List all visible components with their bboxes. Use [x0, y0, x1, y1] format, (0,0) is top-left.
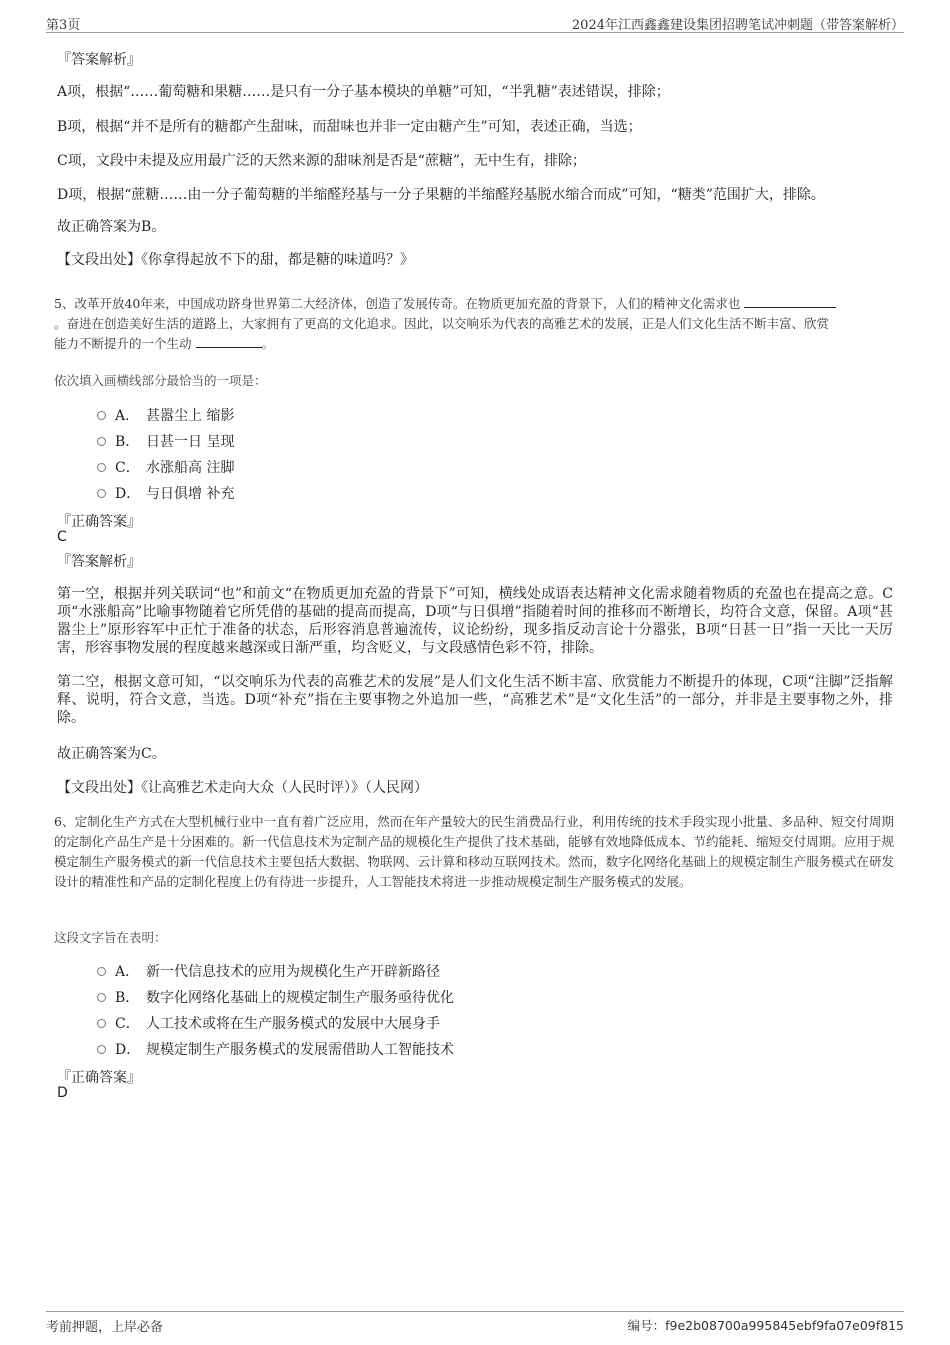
- analysis-paragraph-2: 第二空，根据文意可知，“以交响乐为代表的高雅艺术的发展”是人们文化生活不断丰富、欣赏能力不断提升的体现，C项“注脚”泛指解释、说明，符合文意，当选。D项“补充”指在主要事物之外追加一些，“高雅艺术”是“文化生活”的一部分，并非是主要事物之外，排除。: [57, 674, 893, 726]
- blank-1: [744, 295, 836, 308]
- page-header: [46, 10, 904, 33]
- option-a[interactable]: [97, 405, 234, 425]
- option-text: 甚嚣尘上 缩影: [146, 408, 235, 424]
- option-a[interactable]: [97, 961, 440, 981]
- option-letter: D．: [115, 1042, 141, 1058]
- option-c[interactable]: [97, 1013, 440, 1033]
- radio-icon[interactable]: [97, 993, 106, 1002]
- blank-2: [196, 335, 262, 348]
- document-title: 2024年江西鑫鑫建设集团招聘笔试冲刺题（带答案解析）: [571, 18, 904, 33]
- option-letter: D．: [115, 486, 141, 502]
- analysis-line-b: B项，根据“并不是所有的糖都产生甜味，而甜味也并非一定由糖产生”可知，表述正确，当选；: [57, 119, 642, 135]
- correct-answer: C: [57, 529, 67, 545]
- analysis-line-c: C项，文段中未提及应用最广泛的天然来源的甜味剂是否是“蔗糖”，无中生有，排除；: [57, 153, 587, 169]
- option-c[interactable]: [97, 457, 234, 477]
- option-letter: A．: [115, 408, 140, 424]
- code-value: f9e2b08700a995845ebf9fa07e09f815: [665, 1318, 904, 1333]
- radio-icon[interactable]: [97, 437, 106, 446]
- option-text: 与日俱增 补充: [146, 486, 235, 502]
- question-5-stem: [54, 294, 894, 354]
- correct-answer: D: [57, 1085, 68, 1101]
- option-letter: A．: [115, 964, 140, 980]
- option-letter: B．: [115, 434, 140, 450]
- stem-text: 5、改革开放40年来，中国成功跻身世界第二大经济体，创造了发展传奇。在物质更加充盈的背景下，人们的精神文化需求也: [54, 296, 741, 311]
- option-text: 新一代信息技术的应用为规模化生产开辟新路径: [146, 964, 440, 980]
- analysis-line-a: A项，根据“……葡萄糖和果糖……是只有一分子基本模块的单糖”可知，“半乳糖”表述错误，排除；: [57, 84, 670, 100]
- option-letter: C．: [115, 1016, 140, 1032]
- stem-text: 。: [261, 336, 275, 351]
- option-b[interactable]: [97, 431, 234, 451]
- radio-icon[interactable]: [97, 463, 106, 472]
- analysis-label: 『答案解析』: [57, 554, 141, 570]
- code-label: 编号：: [627, 1318, 666, 1333]
- correct-answer-label: 『正确答案』: [57, 1070, 141, 1086]
- stem-text: 能力不断提升的一个生动: [54, 336, 192, 351]
- option-text: 规模定制生产服务模式的发展需借助人工智能技术: [146, 1042, 454, 1058]
- option-text: 水涨船高 注脚: [146, 460, 235, 476]
- option-b[interactable]: [97, 987, 454, 1007]
- option-text: 日甚一日 呈现: [146, 434, 235, 450]
- option-d[interactable]: [97, 483, 234, 503]
- radio-icon[interactable]: [97, 1019, 106, 1028]
- option-text: 人工技术或将在生产服务模式的发展中大展身手: [146, 1016, 440, 1032]
- footer-slogan: 考前押题，上岸必备: [46, 1320, 164, 1335]
- stem-text: 。奋进在创造美好生活的道路上，大家拥有了更高的文化追求。因此，以交响乐为代表的高雅艺术的发展，正是人们文化生活不断丰富、欣赏: [54, 316, 830, 331]
- page-number: 第3页: [46, 18, 81, 33]
- option-d[interactable]: [97, 1039, 454, 1059]
- radio-icon[interactable]: [97, 1045, 106, 1054]
- question-6-stem: 6、定制化生产方式在大型机械行业中一直有着广泛应用，然而在年产量较大的民生消费品行业，利用传统的技术手段实现小批量、多品种、短交付周期的定制化产品生产是十分困难的。新一代信息技术为定制产品的规模化生产提供了技术基础，能够有效地降低成本、节约能耗、缩短交付周期。应用于规模定制生产服务模式的新一代信息技术主要包括大数据、物联网、云计算和移动互联网技术。然而，数字化网络化基础上的规模定制生产服务模式在研发设计的精准性和产品的定制化程度上仍有待进一步提升，人工智能技术将进一步推动规模定制生产服务模式的发展。: [54, 814, 894, 889]
- option-letter: C．: [115, 460, 140, 476]
- radio-icon[interactable]: [97, 411, 106, 420]
- page-footer: [46, 1311, 904, 1338]
- correct-answer-label: 『正确答案』: [57, 514, 141, 530]
- analysis-conclusion: 故正确答案为B。: [57, 219, 166, 235]
- analysis-line-d: D项，根据“蔗糖……由一分子葡萄糖的半缩醛羟基与一分子果糖的半缩醛羟基脱水缩合而成”可知，“糖类”范围扩大，排除。: [57, 187, 825, 203]
- analysis-label: 『答案解析』: [57, 52, 141, 68]
- question-5-prompt: 依次填入画横线部分最恰当的一项是：: [54, 373, 267, 388]
- source-citation: 【文段出处】《你拿得起放不下的甜，都是糖的味道吗？》: [57, 252, 414, 268]
- source-citation: 【文段出处】《让高雅艺术走向大众（人民时评）》（人民网）: [57, 780, 428, 796]
- analysis-paragraph-1: 第一空，根据并列关联词“也”和前文“在物质更加充盈的背景下”可知，横线处成语表达精神文化需求随着物质的充盈也在提高之意。C项“水涨船高”比喻事物随着它所凭借的基础的提高而提高，D项“与日俱增”指随着时间的推移而不断增长，均符合文意，保留。A项“甚嚣尘上”原形容军中正忙于准备的状态，后形容消息普遍流传，议论纷纷，现多指反动言论十分嚣张，B项“日甚一日”指一天比一天厉害，形容事物发展的程度越来越深或日渐严重，均含贬义，与文段感情色彩不符，排除。: [57, 586, 893, 656]
- document-code: [628, 1316, 904, 1334]
- radio-icon[interactable]: [97, 489, 106, 498]
- option-text: 数字化网络化基础上的规模定制生产服务亟待优化: [146, 990, 454, 1006]
- analysis-conclusion: 故正确答案为C。: [57, 746, 166, 762]
- option-letter: B．: [115, 990, 140, 1006]
- question-6-prompt: 这段文字旨在表明：: [54, 930, 167, 945]
- radio-icon[interactable]: [97, 967, 106, 976]
